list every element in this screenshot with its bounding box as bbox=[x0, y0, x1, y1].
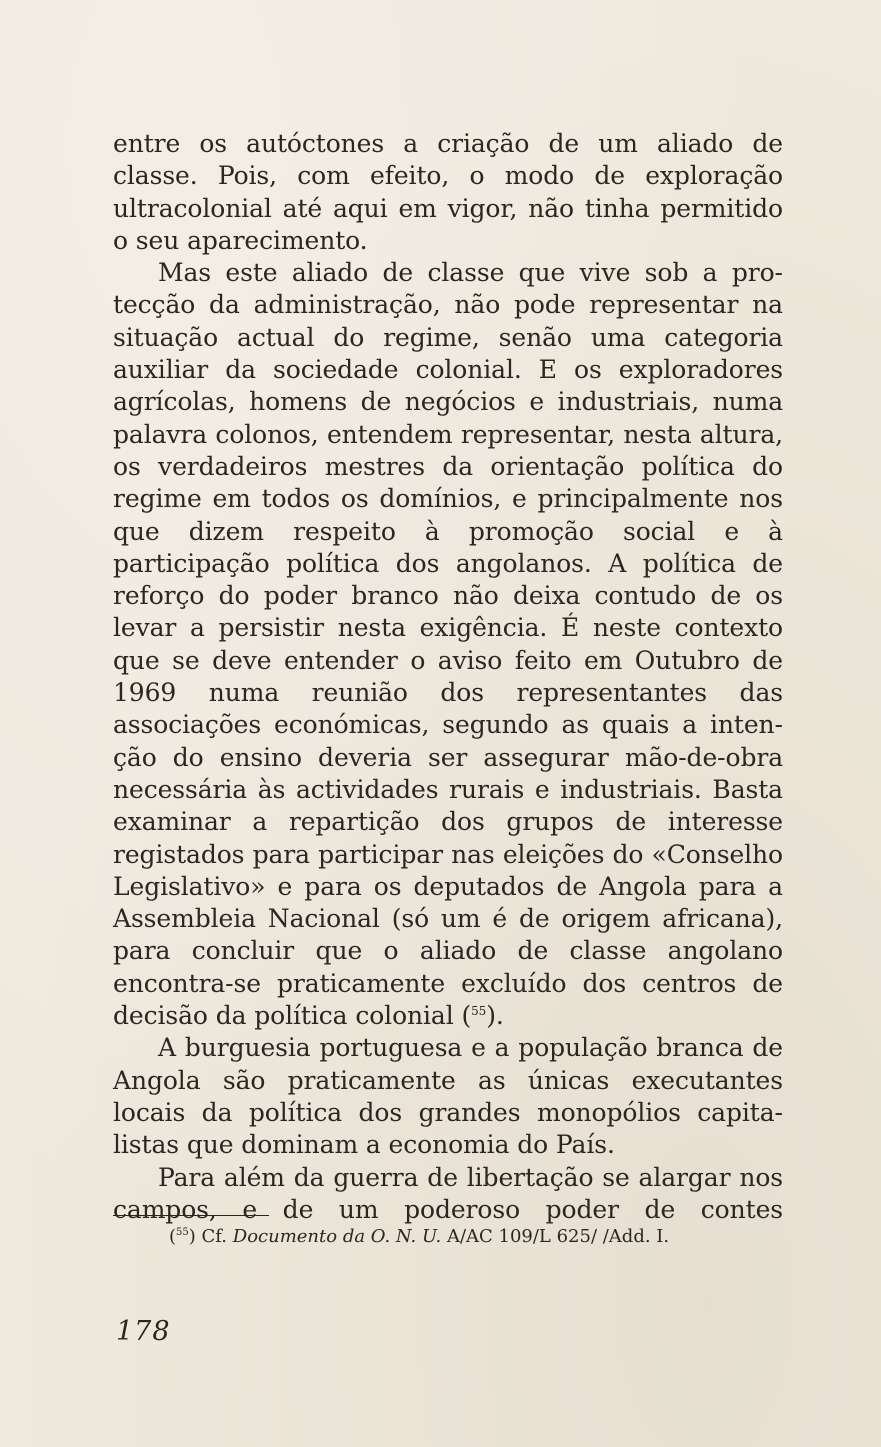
footnote-number-open: ( bbox=[169, 1226, 177, 1247]
footnote-number-close: ) bbox=[188, 1226, 202, 1247]
footnote-document-title: Documento da O. N. U. bbox=[232, 1226, 442, 1247]
paragraph-1: entre os autóctones a criação de um aliado de classe. Pois, com efeito, o modo de exploração ultracolonial até aqui em vigor, não tinha permitido o seu aparecimento. bbox=[113, 129, 783, 255]
footnote-reference: A/AC 109/L 625/ /Add. I. bbox=[441, 1226, 670, 1247]
footnote-ref-close: ). bbox=[486, 1001, 504, 1031]
footnote-cf: Cf. bbox=[201, 1226, 233, 1247]
page-number: 178 bbox=[116, 1316, 171, 1347]
paragraph-2 bbox=[113, 257, 783, 1032]
footnote-ref-number: 55 bbox=[471, 1004, 487, 1019]
paragraph-2-text: Mas este aliado de classe que vive sob a protecção da administração, não pode representar na situação actual do regime, senão uma categoria auxiliar da sociedade colonial. E os exploradores agrícolas, homens de negócios e industriais, numa palavra colonos, entendem representar, nesta altura, os verdadeiros mestres da orientação política do regime em todos os domínios, e principalmente nos que dizem respeito à promoção social e à participação política dos angolanos. A política de reforço do poder branco não deixa contudo de os levar a persistir nesta exigência. É neste contexto que se deve entender o aviso feito em Outubro de 1969 numa reunião dos representantes das associações económicas, segundo as quais a intenção do ensino deveria ser assegurar mão-de-obra necessária às actividades rurais e industriais. Basta examinar a repartição dos grupos de interesse registados para participar nas eleições do «Conselho Legislativo» e para os deputados de Angola para a Assembleia Nacional (só um é de origem africana), para concluir que o aliado de classe angolano encontra-se praticamente excluído dos centros de decisão da política colonial bbox=[113, 258, 783, 1031]
paragraph-4: Para além da guerra de libertação se alargar nos campos, e de um poderoso poder de contes bbox=[113, 1162, 783, 1224]
footnote-ref-open: ( bbox=[453, 1001, 472, 1031]
page-body bbox=[113, 128, 783, 1226]
paragraph-3: A burguesia portuguesa e a população branca de Angola são praticamente as únicas executantes locais da política dos grandes monopólios capitalistas que dominam a economia do País. bbox=[113, 1033, 783, 1160]
footnote bbox=[113, 1222, 783, 1252]
footnote-number: 55 bbox=[176, 1227, 189, 1238]
footnote-divider bbox=[113, 1215, 269, 1216]
